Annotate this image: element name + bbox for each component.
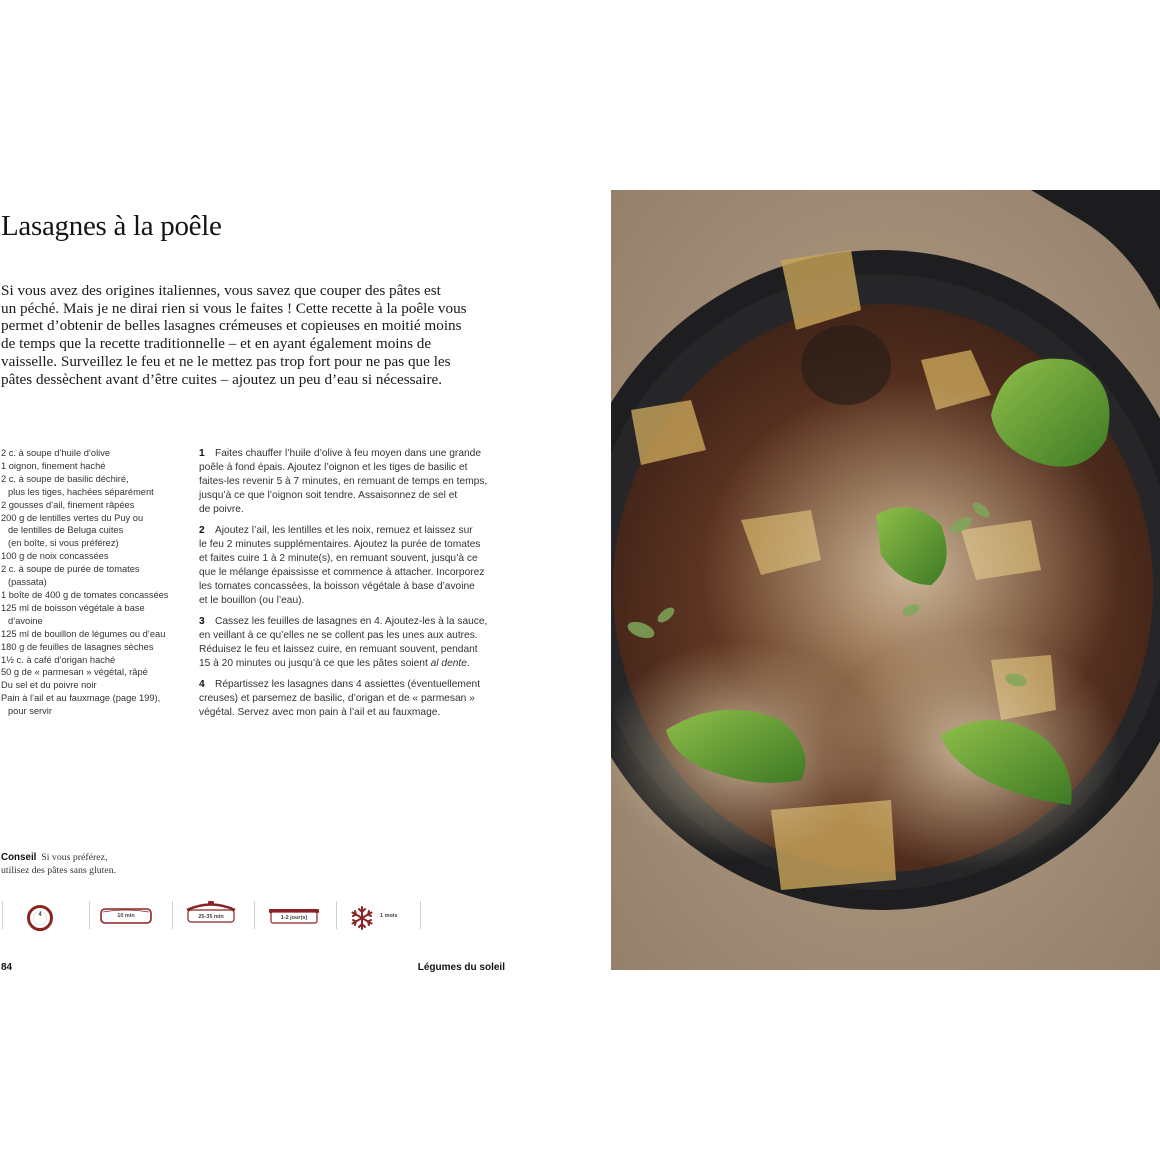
step-line: en veillant à ce qu’elles ne se collent pas les unes aux autres. [199,630,478,641]
tip-line-1: Si vous préférez, [41,852,108,863]
ingredient-line: (en boîte, si vous préférez) [8,538,119,549]
servings-icon [27,905,53,931]
intro-line: vaisselle. Surveillez le feu et ne le mettez pas trop fort pour ne pas que les [1,352,451,370]
ingredient-line: 125 ml de boisson végétale à base [1,602,145,613]
recipe-title: Lasagnes à la poêle [1,210,222,242]
snowflake-icon [349,905,375,931]
ingredient-line: Pain à l’ail et au fauxmage (page 199), [1,693,161,704]
ingredient-item [1,628,187,641]
ingredient-item [1,512,187,551]
step-number: 2 [199,525,205,536]
ingredients-list [1,447,187,718]
step-emphasis: al dente [430,658,467,669]
ingredient-line: 2 c. à soupe de basilic déchiré, [1,473,129,484]
divider [172,901,173,929]
ingredient-line: 2 gousses d’ail, finement râpées [1,499,135,510]
ingredient-line: 100 g de noix concassées [1,551,109,562]
step-text: Cassez les feuilles de lasagnes en 4. Ajoutez-les à la sauce, [215,616,488,627]
method-step [199,524,511,608]
step-line [199,524,511,538]
divider [336,901,337,929]
cooking-pot-icon [184,900,238,924]
ingredient-line: pour servir [8,706,52,717]
ingredient-item [1,563,187,589]
step-line: jusqu’à ce que l’oignon soit tendre. Assaisonnez de sel et [199,490,458,501]
recipe-info-bar [0,897,430,939]
ingredient-line: 1½ c. à café d’origan haché [1,654,116,665]
ingredient-line: 1 oignon, finement haché [1,460,106,471]
tip-label: Conseil [1,852,37,863]
step-text: Répartissez les lasagnes dans 4 assiettes (éventuellement [215,679,481,690]
ingredient-line: de lentilles de Beluga cuites [8,525,124,536]
recipe-intro [1,282,493,388]
ingredient-line: 180 g de feuilles de lasagnes sèches [1,641,154,652]
ingredient-line: 2 c. à soupe d’huile d’olive [1,448,111,458]
step-line: végétal. Servez avec mon pain à l’ail et au fauxmage. [199,707,441,718]
method-step [199,678,511,720]
step-line: creuses) et parsemez de basilic, d’origan et de « parmesan » [199,693,475,704]
ingredient-line: (passata) [8,577,47,588]
method-step [199,615,511,671]
photo-illustration [611,190,1160,970]
ingredient-item [1,447,187,460]
step-text: Faites chauffer l’huile d’olive à feu moyen dans une grande [215,448,481,459]
step-line: de poivre. [199,504,244,515]
step-line: poêle à fond épais. Ajoutez l’oignon et les tiges de basilic et [199,462,468,473]
step-line: et le bouillon (ou l’eau). [199,595,305,606]
servings-value: 4 [38,912,42,918]
step-text: Ajoutez l’ail, les lentilles et les noix, remuez et laissez sur [215,525,473,536]
ingredient-item [1,589,187,602]
ingredient-item [1,692,187,718]
ingredient-line: plus les tiges, hachées séparément [8,486,154,497]
step-text: 15 à 20 minutes ou jusqu’à ce que les pâtes soient [199,658,431,669]
divider [420,901,421,929]
step-number: 4 [199,679,205,690]
step-line: les tomates concassées, la boisson végétale à base d’avoine [199,581,475,592]
keep-time: 1-2 jour(s) [280,915,308,921]
page-number: 84 [1,962,13,973]
ingredient-line: d’avoine [8,615,43,626]
ingredient-line: 125 ml de bouillon de légumes ou d’eau [1,628,166,639]
divider [254,901,255,929]
ingredient-line: 2 c. à soupe de purée de tomates [1,564,140,575]
ingredient-item [1,499,187,512]
section-name: Légumes du soleil [417,962,505,973]
intro-line: un péché. Mais je ne dirai rien si vous le faites ! Cette recette à la poêle vous [1,299,467,317]
ingredient-line: 200 g de lentilles vertes du Puy ou [1,512,144,523]
step-text: . [466,658,470,669]
tip-line-2: utilisez des pâtes sans gluten. [1,865,117,876]
intro-line: Si vous avez des origines italiennes, vous savez que couper des pâtes est [1,282,441,299]
ingredient-item [1,654,187,667]
step-line [199,678,511,692]
freeze-time: 1 mois [380,913,398,919]
method-step [199,447,511,517]
ingredient-item [1,666,187,679]
ingredient-item [1,460,187,473]
ingredient-item [1,641,187,654]
intro-line: permet d’obtenir de belles lasagnes crémeuses et copieuses en moitié moins [1,317,462,335]
divider [2,901,3,929]
intro-line: de temps que la recette traditionnelle – et en ayant également moins de [1,335,432,353]
ingredient-item [1,679,187,692]
step-line: faites-les revenir 5 à 7 minutes, en remuant de temps en temps, [199,476,488,487]
ingredient-item [1,602,187,628]
step-line: et faites cuire 1 à 2 minute(s), en remuant souvent, jusqu’à ce [199,553,478,564]
step-line [199,615,511,629]
step-line: le feu 2 minutes supplémentaires. Ajoutez la purée de tomates [199,539,481,550]
cook-time: 25-35 min [198,914,224,920]
step-number: 1 [199,448,205,459]
step-number: 3 [199,616,205,627]
ingredient-item [1,550,187,563]
ingredient-line: 50 g de « parmesan » végétal, râpé [1,667,148,678]
ingredient-line: 1 boîte de 400 g de tomates concassées [1,589,169,600]
divider [89,901,90,929]
method-steps [199,447,511,727]
prep-time: 10 min [117,913,135,919]
step-line: que le mélange épaississe et commence à attacher. Incorporez [199,567,485,578]
step-line [199,657,511,671]
intro-line: pâtes dessèchent avant d’être cuites – ajoutez un peu d’eau si nécessaire. [1,370,443,388]
step-line: Réduisez le feu et laissez cuire, en remuant souvent, pendant [199,644,478,655]
tip-note [1,851,201,877]
step-line [199,447,511,461]
ingredient-item [1,473,187,499]
lasagna-skillet-photo [611,190,1160,970]
ingredient-line: Du sel et du poivre noir [1,680,97,691]
